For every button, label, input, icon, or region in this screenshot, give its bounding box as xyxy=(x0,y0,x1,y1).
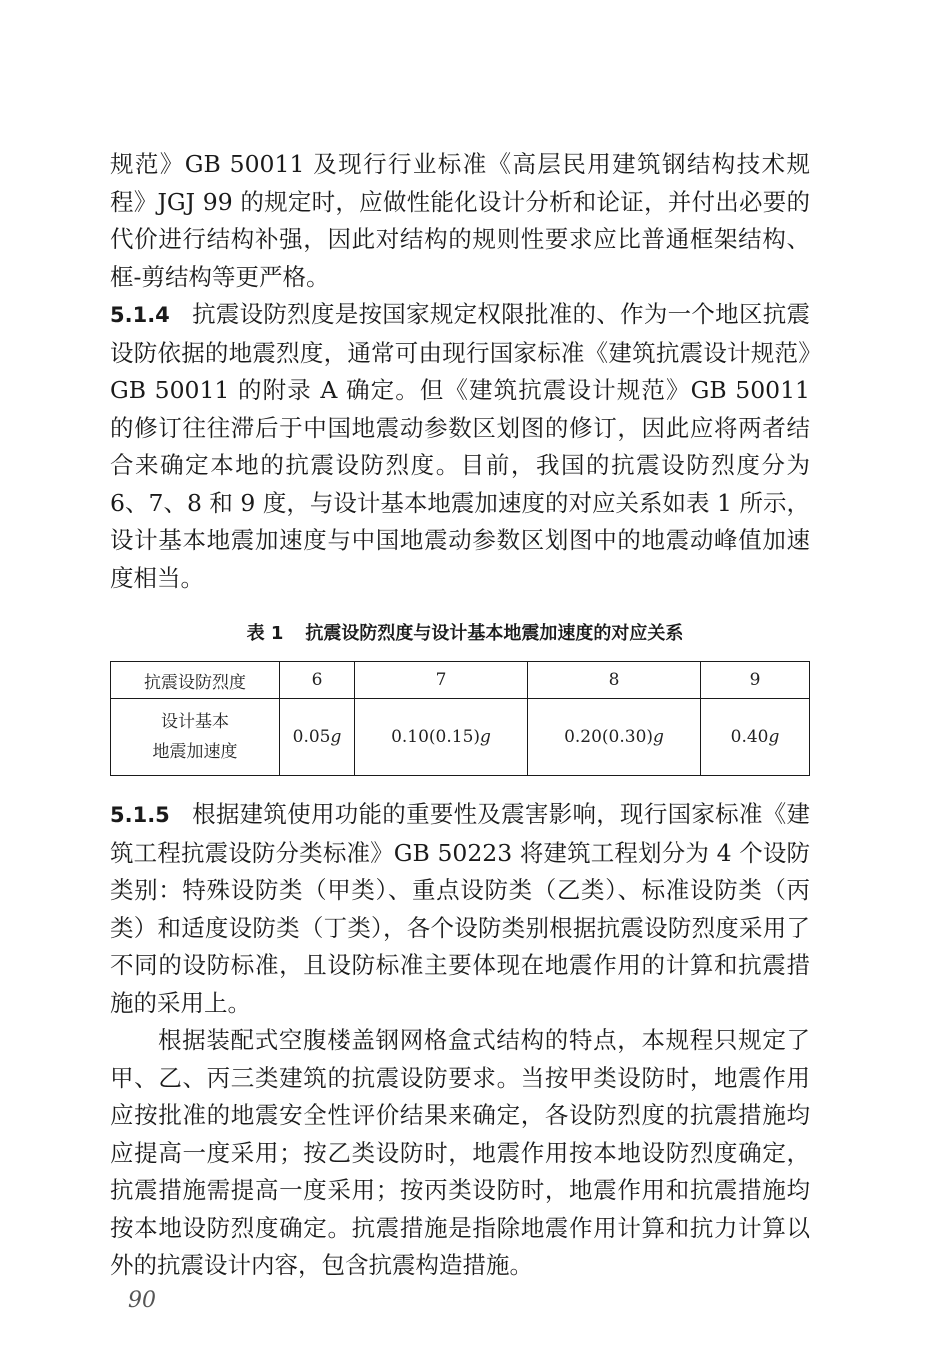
section-number: 5.1.4 xyxy=(110,303,170,327)
seismic-table xyxy=(110,661,810,776)
paragraph-final: 根据装配式空腹楼盖钢网格盒式结构的特点，本规程只规定了甲、乙、丙三类建筑的抗震设防要求。当按甲类设防时，地震作用应按批准的地震安全性评价结果来确定，各设防烈度的抗震措施均应提高一度采用；按乙类设防时，地震作用按本地设防烈度确定，抗震措施需提高一度采用；按丙类设防时，地震作用和抗震措施均按本地设防烈度确定。抗震措施是指除地震作用计算和抗力计算以外的抗震设计内容，包含抗震构造措施。 xyxy=(110,1026,810,1279)
table-cell: 6 xyxy=(280,662,355,699)
section-5-1-4 xyxy=(110,296,810,597)
table-cell: 0.40g xyxy=(701,699,810,776)
page-number: 90 xyxy=(128,1288,156,1313)
paragraph-continuation: 规范》GB 50011 及现行行业标准《高层民用建筑钢结构技术规程》JGJ 99 的规定时，应做性能化设计分析和论证，并付出必要的代价进行结构补强，因此对结构的规则性要求应比普通框架结构、框-剪结构等更严格。 xyxy=(110,150,810,291)
table-cell: 0.20(0.30)g xyxy=(528,699,701,776)
table-cell: 8 xyxy=(528,662,701,699)
table-row xyxy=(111,699,810,776)
table-caption-number: 表 1 xyxy=(246,623,284,644)
table-cell: 7 xyxy=(355,662,528,699)
row-header-acceleration: 设计基本 地震加速度 xyxy=(111,699,280,776)
table-cell: 9 xyxy=(701,662,810,699)
page-body xyxy=(110,146,810,1285)
section-text: 抗震设防烈度是按国家规定权限批准的、作为一个地区抗震设防依据的地震烈度，通常可由现行国家标准《建筑抗震设计规范》GB 50011 的附录 A 确定。但《建筑抗震设计规范》GB 50011 的修订往往滞后于中国地震动参数区划图的修订，因此应将两者结合来确定本地的抗震设防烈度。目前，我国的抗震设防烈度分为 6、7、8 和 9 度，与设计基本地震加速度的对应关系如表 1 所示，设计基本地震加速度与中国地震动参数区划图中的地震动峰值加速度相当。 xyxy=(110,300,810,592)
section-number: 5.1.5 xyxy=(110,803,170,827)
table-cell: 0.10(0.15)g xyxy=(355,699,528,776)
table-row xyxy=(111,662,810,699)
section-5-1-5 xyxy=(110,796,810,1022)
table-caption-title: 抗震设防烈度与设计基本地震加速度的对应关系 xyxy=(305,623,684,644)
row-header-intensity: 抗震设防烈度 xyxy=(111,662,280,699)
table-cell: 0.05g xyxy=(280,699,355,776)
table-caption xyxy=(110,619,810,645)
section-text: 根据建筑使用功能的重要性及震害影响，现行国家标准《建筑工程抗震设防分类标准》GB 50223 将建筑工程划分为 4 个设防类别：特殊设防类（甲类）、重点设防类（乙类）、标准设防类（丙类）和适度设防类（丁类），各个设防类别根据抗震设防烈度采用了不同的设防标准，且设防标准主要体现在地震作用的计算和抗震措施的采用上。 xyxy=(110,800,810,1017)
